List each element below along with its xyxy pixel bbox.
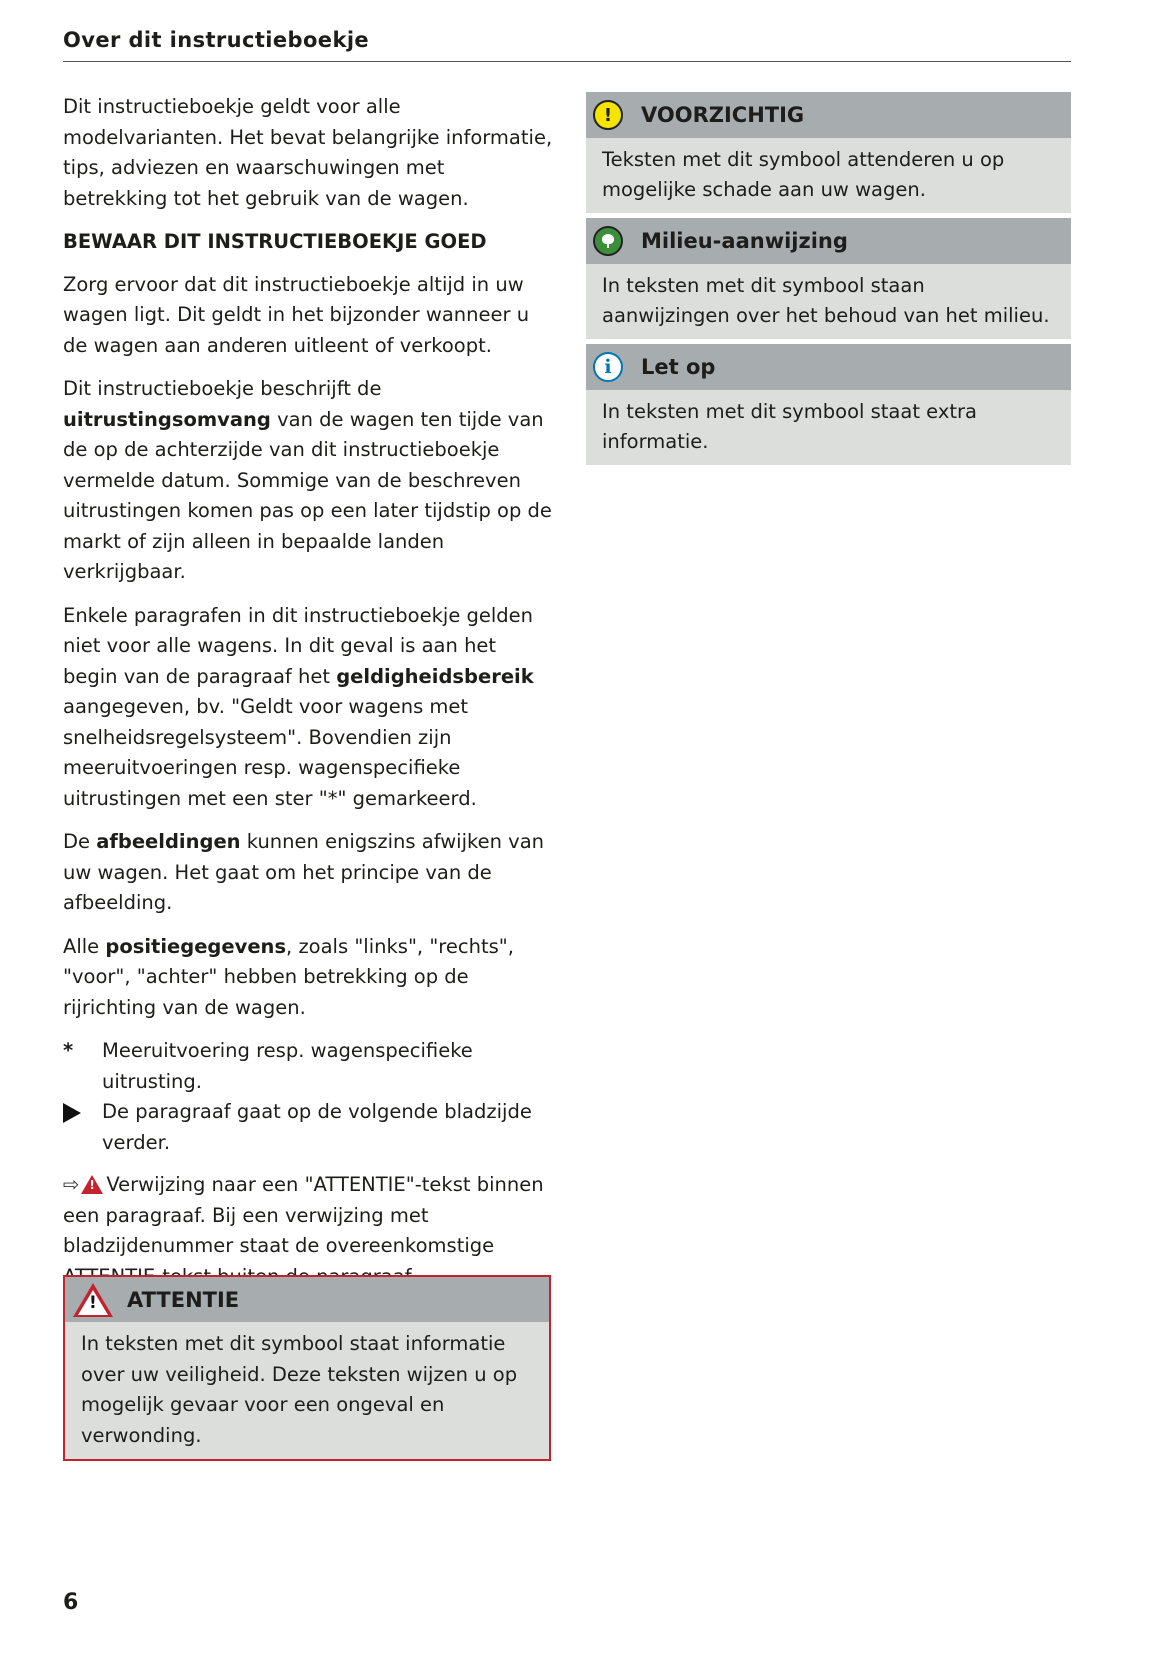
text-run: van de wagen ten tijde van de op de achterzijde van dit instructieboekje vermelde datum. Sommige van de beschreven uitrustingen komen pas op een later tijdstip op de markt of zijn alleen in bepaalde landen verkrijgbaar.	[63, 407, 552, 583]
legend-star-row	[63, 1036, 553, 1097]
bold-term: uitrustingsomvang	[63, 407, 271, 431]
reference-paragraph	[63, 1170, 553, 1292]
text-run: aangegeven, bv. "Geldt voor wagens met snelheidsregelsysteem". Bovendien zijn meeruitvoeringen resp. wagenspecifieke uitrustingen met een ster "*" gemarkeerd.	[63, 695, 477, 810]
caution-box	[586, 92, 1071, 213]
section-heading: BEWAAR DIT INSTRUCTIEBOEKJE GOED	[63, 230, 487, 253]
environment-header	[586, 218, 1071, 264]
triangle-right-icon	[63, 1097, 102, 1133]
intro-paragraph: Dit instructieboekje geldt voor alle modelvarianten. Het bevat belangrijke informatie, tips, adviezen en waarschuwingen met betrekking tot het gebruik van de wagen.	[63, 95, 553, 210]
legend-next-text: De paragraaf gaat op de volgende bladzijde verder.	[102, 1100, 532, 1154]
attention-header	[65, 1277, 549, 1322]
environment-title: Milieu-aanwijzing	[641, 229, 848, 253]
bold-term: positiegegevens	[105, 934, 287, 958]
info-title: Let op	[641, 355, 716, 379]
text-run: , zoals "links", "rechts", "voor", "achter" hebben betrekking op de rijrichting van de wagen.	[63, 934, 514, 1019]
position-paragraph	[63, 932, 553, 1024]
attention-box	[63, 1275, 551, 1461]
tree-icon	[593, 226, 623, 256]
text-run: Enkele paragrafen in dit instructieboekje gelden niet voor alle wagens. In dit geval is aan het begin van de paragraaf het	[63, 603, 534, 688]
page-header-title: Over dit instructieboekje	[63, 28, 370, 52]
images-paragraph	[63, 827, 553, 919]
reference-text: Verwijzing naar een "ATTENTIE"-tekst binnen een paragraaf. Bij een verwijzing met bladzijdenummer staat de overeenkomstige	[63, 1173, 544, 1257]
text-run: De	[63, 830, 97, 853]
symbol-legend	[63, 1036, 553, 1158]
info-icon: i	[593, 352, 623, 382]
text-run: Alle	[63, 934, 106, 958]
header-divider	[63, 61, 1071, 62]
warning-triangle-icon	[81, 1175, 103, 1194]
caution-title: VOORZICHTIG	[641, 103, 805, 127]
attention-title: ATTENTIE	[127, 1287, 240, 1312]
exclamation-circle-icon: !	[593, 100, 623, 130]
info-header	[586, 344, 1071, 390]
environment-body: In teksten met dit symbool staan aanwijzingen over het behoud van het milieu.	[602, 274, 1050, 327]
warning-triangle-icon: !	[73, 1283, 113, 1317]
star-mark: *	[63, 1039, 74, 1062]
caution-header	[586, 92, 1071, 138]
environment-box	[586, 218, 1071, 339]
info-body: In teksten met dit symbool staat extra informatie.	[602, 400, 977, 453]
legend-star-text: Meeruitvoering resp. wagenspecifieke uitrusting.	[102, 1039, 473, 1093]
arrow-right-icon: ⇨	[63, 1173, 80, 1196]
keep-paragraph: Zorg ervoor dat dit instructieboekje altijd in uw wagen ligt. Dit geldt in het bijzonder wanneer u de wagen aan anderen uitleent of verkoopt.	[63, 272, 530, 357]
page-number: 6	[63, 1590, 79, 1615]
bold-term: geldigheidsbereik	[336, 664, 534, 688]
info-box	[586, 344, 1071, 465]
attention-body: In teksten met dit symbool staat informatie over uw veiligheid. Deze teksten wijzen u op mogelijk gevaar voor een ongeval en verwonding.	[81, 1332, 518, 1447]
bold-term: afbeeldingen	[96, 830, 241, 853]
left-column	[63, 92, 553, 1305]
equipment-paragraph	[63, 374, 553, 588]
validity-paragraph	[63, 601, 553, 815]
text-run: kunnen enigszins afwijken van uw wagen. Het gaat om het principe van de afbeelding.	[63, 830, 545, 914]
legend-next-row	[63, 1097, 553, 1158]
caution-body: Teksten met dit symbool attenderen u op mogelijke schade aan uw wagen.	[602, 148, 1005, 201]
text-run: Dit instructieboekje beschrijft de	[63, 377, 382, 400]
